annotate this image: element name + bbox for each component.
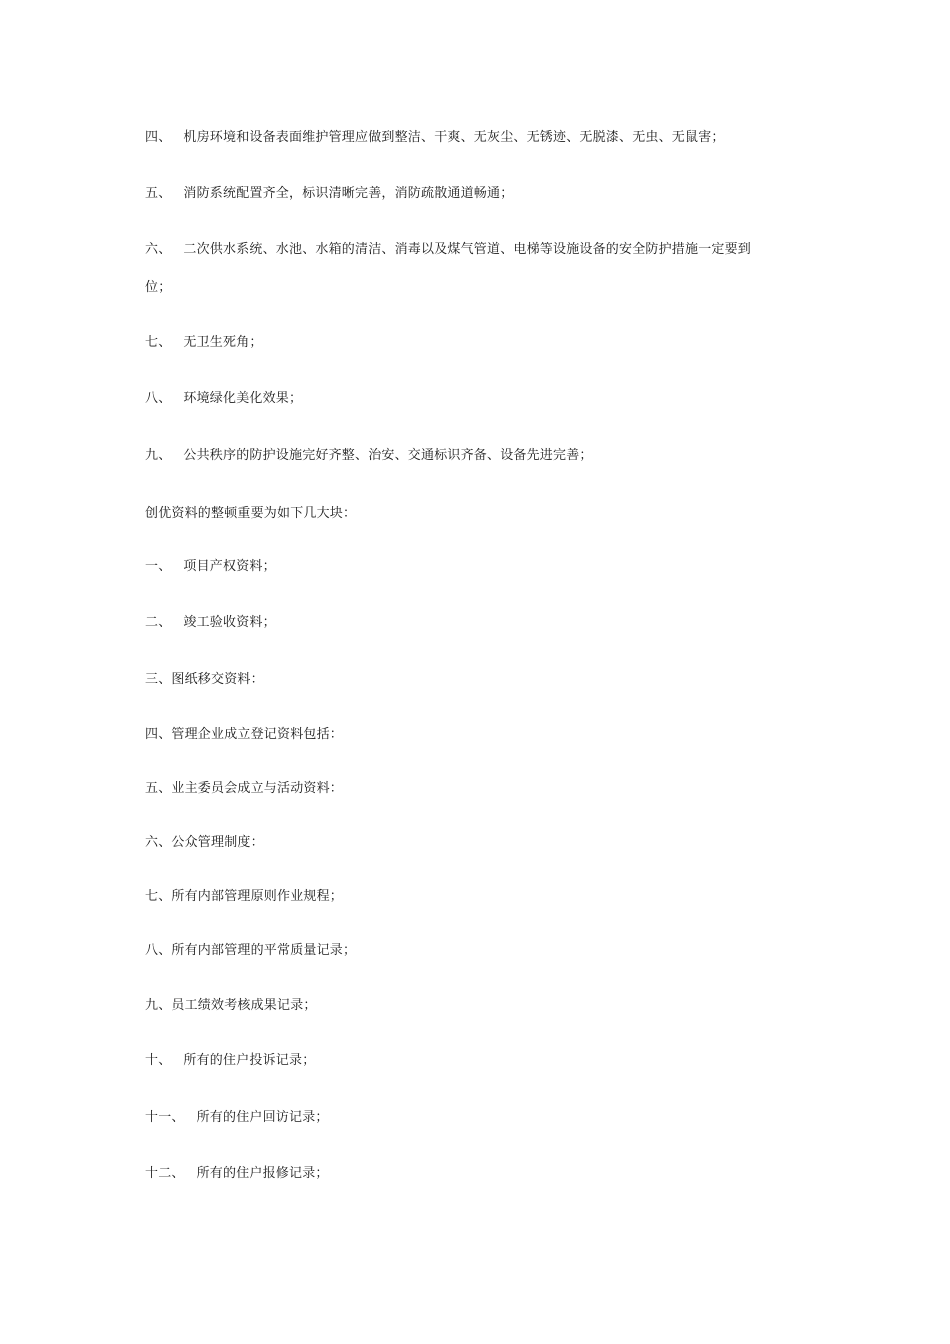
item-text: 公众管理制度： [171,835,264,850]
item-text: 位； [145,280,172,295]
item-text: 环境绿化美化效果； [183,391,303,406]
item-text: 二次供水系统、水池、水箱的清洁、消毒以及煤气管道、电梯等设施设备的安全防护措施一定要到 [183,242,752,257]
item-number: 八、 [145,943,172,958]
item-number: 八、 [145,391,172,406]
item-number: 一、 [145,559,172,574]
list-item-5b [145,781,815,797]
item-text: 图纸移交资料： [171,672,264,687]
item-text: 所有内部管理原则作业规程； [171,889,344,904]
item-text: 机房环境和设备表面维护管理应做到整洁、干爽、无灰尘、无锈迹、无脱漆、无虫、无鼠害； [183,130,725,145]
section-heading-text: 创优资料的整顿重要为如下几大块： [145,506,357,521]
item-number: 十二、 [145,1166,185,1181]
item-number: 四、 [145,130,172,145]
list-item-5 [145,186,815,202]
item-text: 所有内部管理的平常质量记录； [171,943,357,958]
item-text: 管理企业成立登记资料包括： [171,727,344,742]
item-text: 消防系统配置齐全，标识清晰完善，消防疏散通道畅通； [183,186,514,201]
list-item-3 [145,672,815,688]
list-item-12 [145,1166,815,1182]
list-item-8 [145,391,815,407]
list-item-9 [145,448,815,464]
list-item-7b [145,889,815,905]
item-number: 四、 [145,727,172,742]
item-number: 七、 [145,889,172,904]
item-number: 十、 [145,1053,172,1068]
item-text: 项目产权资料； [183,559,276,574]
list-item-4b [145,727,815,743]
list-item-7 [145,335,815,351]
list-item-11 [145,1110,815,1126]
item-text: 所有的住户回访记录； [196,1110,329,1125]
item-number: 三、 [145,672,172,687]
item-text: 无卫生死角； [183,335,263,350]
item-number: 五、 [145,781,172,796]
list-item-9b [145,998,815,1014]
item-text: 业主委员会成立与活动资料： [171,781,344,796]
item-number: 六、 [145,835,172,850]
item-number: 五、 [145,186,172,201]
list-item-1 [145,559,815,575]
list-item-6 [145,242,815,258]
item-text: 员工绩效考核成果记录； [171,998,317,1013]
item-text: 所有的住户报修记录； [196,1166,329,1181]
item-number: 六、 [145,242,172,257]
section-heading [145,506,815,522]
item-text: 公共秩序的防护设施完好齐整、治安、交通标识齐备、设备先进完善； [183,448,593,463]
item-number: 九、 [145,448,172,463]
item-number: 十一、 [145,1110,185,1125]
list-item-2 [145,615,815,631]
item-text: 竣工验收资料； [183,615,276,630]
list-item-6b [145,835,815,851]
list-item-10 [145,1053,815,1069]
list-item-4 [145,130,815,146]
item-number: 二、 [145,615,172,630]
list-item-6-continuation [145,280,815,296]
item-text: 所有的住户投诉记录； [183,1053,316,1068]
item-number: 七、 [145,335,172,350]
list-item-8b [145,943,815,959]
item-number: 九、 [145,998,172,1013]
